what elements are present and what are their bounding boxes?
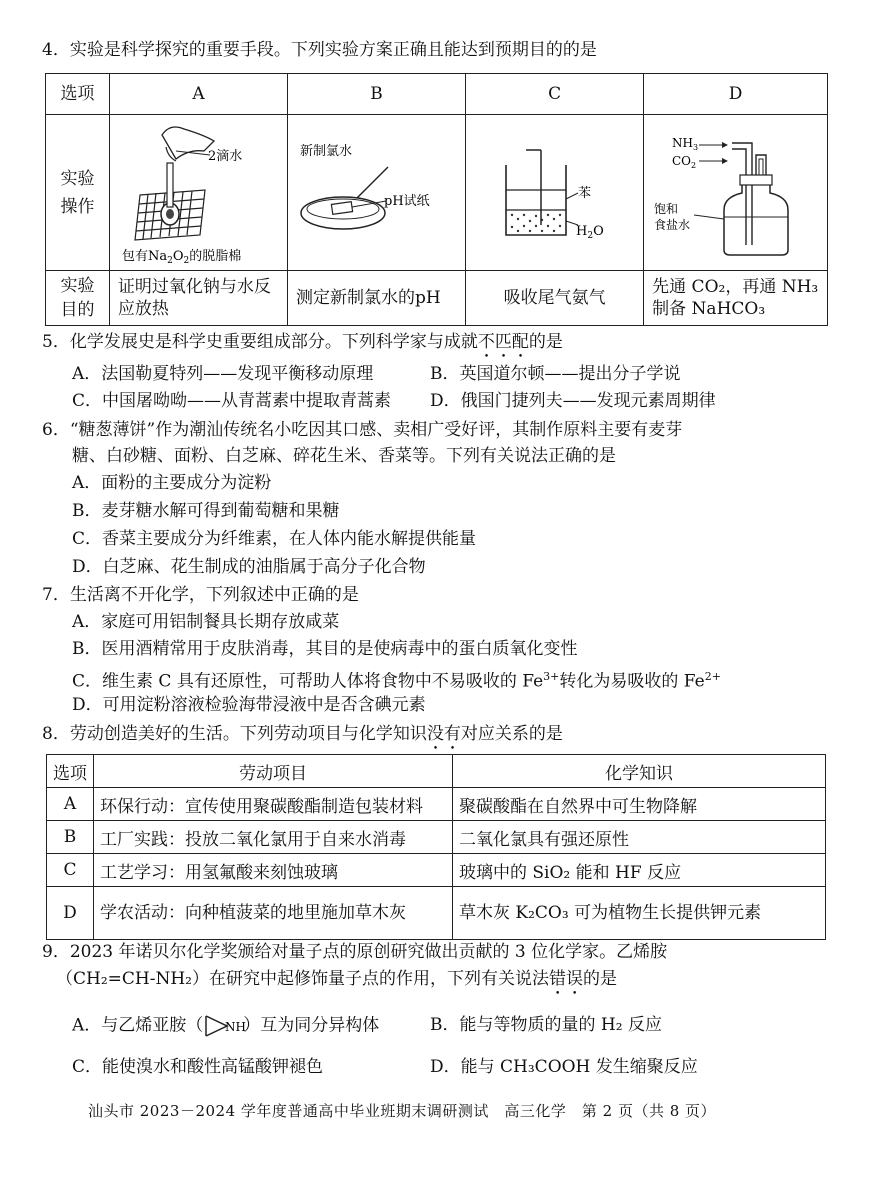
table-row (47, 788, 826, 821)
fig-d-brine-label-2: 食盐水 (654, 218, 691, 232)
q4-header-row (46, 74, 828, 115)
fig-a-cotton-label: 包有$Na_2O_2$的脱脂棉 (121, 249, 242, 266)
q8-row-b-option: B (47, 821, 94, 854)
aziridine-structure-icon (203, 1013, 247, 1039)
table-row (47, 854, 826, 887)
q8-header-option: 选项 (47, 755, 94, 788)
q4-col-label: 选项 (46, 74, 110, 115)
q7-option-a: A．家庭可用铝制餐具长期存放咸菜 (72, 612, 340, 632)
q8-header-row (47, 755, 826, 788)
q5-option-c: C．中国屠呦呦——从青蒿素中提取青蒿素 (72, 391, 392, 411)
q5-option-d: D．俄国门捷列夫——发现元素周期律 (430, 391, 716, 411)
q8-stem: 8．劳动创造美好的生活。下列劳动项目与化学知识没有对应关系的是 (42, 724, 563, 744)
q8-row-b-knowledge: 二氧化氯具有强还原性 (453, 821, 826, 854)
q8-row-a-labor: 环保行动：宣传使用聚碳酸酯制造包装材料 (94, 788, 453, 821)
q4-operation-label-text: 实验操作 (60, 168, 95, 217)
q4-purpose-label (46, 271, 110, 326)
q6-option-b: B．麦芽糖水解可得到葡萄糖和果糖 (72, 501, 340, 521)
q9-stem-line2: （CH₂=CH-NH₂）在研究中起修饰量子点的作用，下列有关说法错误的是 (56, 969, 617, 989)
fig-d-nh3-label: $NH_3$ (672, 136, 699, 152)
fig-b-ph-paper (288, 115, 443, 265)
q7-option-b: B．医用酒精常用于皮肤消毒，其目的是使病毒中的蛋白质氧化变性 (72, 639, 578, 659)
q4-col-b: B (288, 74, 466, 115)
q4-operation-row (46, 115, 828, 271)
q4-purpose-row (46, 271, 828, 326)
q4-col-d: D (644, 74, 828, 115)
q4-fig-b-cell (288, 115, 466, 271)
page-footer: 汕头市 2023－2024 学年度普通高中毕业班期末调研测试 高三化学 第 2 页（共 8 页） (88, 1102, 717, 1120)
q6-option-a: A．面粉的主要成分为淀粉 (72, 473, 272, 493)
fig-b-water-label: 新制氯水 (300, 144, 353, 159)
fig-d-brine-label-1: 饱和 (654, 202, 679, 216)
q8-table (46, 754, 826, 940)
q6-stem-line1: 6．“糖葱薄饼”作为潮汕传统名小吃因其口感、卖相广受好评，其制作原料主要有麦芽 (42, 420, 683, 440)
fig-d-co2-label: $CO_2$ (672, 154, 697, 170)
q7-stem: 7．生活离不开化学，下列叙述中正确的是 (42, 585, 359, 605)
q8-row-c-option: C (47, 854, 94, 887)
q8-row-a-knowledge: 聚碳酸酯在自然界中可生物降解 (453, 788, 826, 821)
q9-option-b: B．能与等物质的量的 H₂ 反应 (430, 1015, 662, 1035)
fig-b-paper-label: pH试纸 (384, 194, 430, 209)
q5-option-a: A．法国勒夏特列——发现平衡移动原理 (72, 364, 374, 384)
q5-stem: 5．化学发展史是科学史重要组成部分。下列科学家与成就不匹配的是 (42, 332, 563, 352)
q8-row-d-knowledge: 草木灰 K₂CO₃ 可为植物生长提供钾元素 (453, 887, 826, 940)
q4-purpose-d: 先通 CO₂，再通 NH₃ 制备 NaHCO₃ (644, 271, 828, 326)
q8-header-labor: 劳动项目 (94, 755, 453, 788)
q8-row-d-option: D (47, 887, 94, 940)
q4-purpose-label-text: 实验目的 (60, 276, 95, 320)
fig-a-drop-label: 2滴水 (207, 149, 243, 164)
q6-option-d: D．白芝麻、花生制成的油脂属于高分子化合物 (72, 557, 426, 577)
q4-operation-label (46, 115, 110, 271)
fig-c-water-label: $H_2O$ (576, 224, 604, 241)
q7-option-c: C．维生素 C 具有还原性，可帮助人体将食物中不易吸收的 $Fe^{3+}$转化为易吸收的 $Fe^{2+}$ (72, 670, 721, 692)
fig-c-absorb-beaker (466, 115, 621, 265)
q9-stem-line1: 9．2023 年诺贝尔化学奖颁给对量子点的原创研究做出贡献的 3 位化学家。乙烯胺 (42, 942, 668, 962)
q4-fig-c-cell (466, 115, 644, 271)
q9-option-d: D．能与 CH₃COOH 发生缩聚反应 (430, 1057, 698, 1077)
fig-a-cotton-experiment (110, 115, 265, 265)
q8-row-c-labor: 工艺学习：用氢氟酸来刻蚀玻璃 (94, 854, 453, 887)
q4-col-c: C (466, 74, 644, 115)
q9-option-c: C．能使溴水和酸性高锰酸钾褪色 (72, 1057, 324, 1077)
table-row (47, 887, 826, 940)
q4-purpose-b: 测定新制氯水的pH (288, 271, 466, 326)
q8-row-c-knowledge: 玻璃中的 SiO₂ 能和 HF 反应 (453, 854, 826, 887)
q4-purpose-c: 吸收尾气氨气 (466, 271, 644, 326)
svg-text:NH: NH (225, 1020, 247, 1034)
q8-row-b-labor: 工厂实践：投放二氧化氯用于自来水消毒 (94, 821, 453, 854)
q6-stem-line2: 糖、白砂糖、面粉、白芝麻、碎花生米、香菜等。下列有关说法正确的是 (72, 446, 616, 466)
q4-table (45, 73, 828, 326)
q6-option-c: C．香菜主要成分为纤维素，在人体内能水解提供能量 (72, 529, 477, 549)
q9-option-a: A．与乙烯亚胺（ NH ）互为同分异构体 (72, 1013, 379, 1039)
q5-option-b: B．英国道尔顿——提出分子学说 (430, 364, 681, 384)
q4-col-a: A (109, 74, 287, 115)
q8-row-d-labor: 学农活动：向种植菠菜的地里施加草木灰 (94, 887, 453, 940)
table-row (47, 821, 826, 854)
fig-d-gas-bottle (644, 115, 804, 265)
q4-stem: 4．实验是科学探究的重要手段。下列实验方案正确且能达到预期目的的是 (42, 40, 597, 60)
q8-row-a-option: A (47, 788, 94, 821)
q4-fig-a-cell (109, 115, 287, 271)
q4-purpose-a: 证明过氧化钠与水反应放热 (109, 271, 287, 326)
q7-option-d: D．可用淀粉溶液检验海带浸液中是否含碘元素 (72, 695, 426, 715)
q8-header-knowledge: 化学知识 (453, 755, 826, 788)
q4-fig-d-cell (644, 115, 828, 271)
fig-c-benzene-label: 苯 (578, 186, 592, 201)
